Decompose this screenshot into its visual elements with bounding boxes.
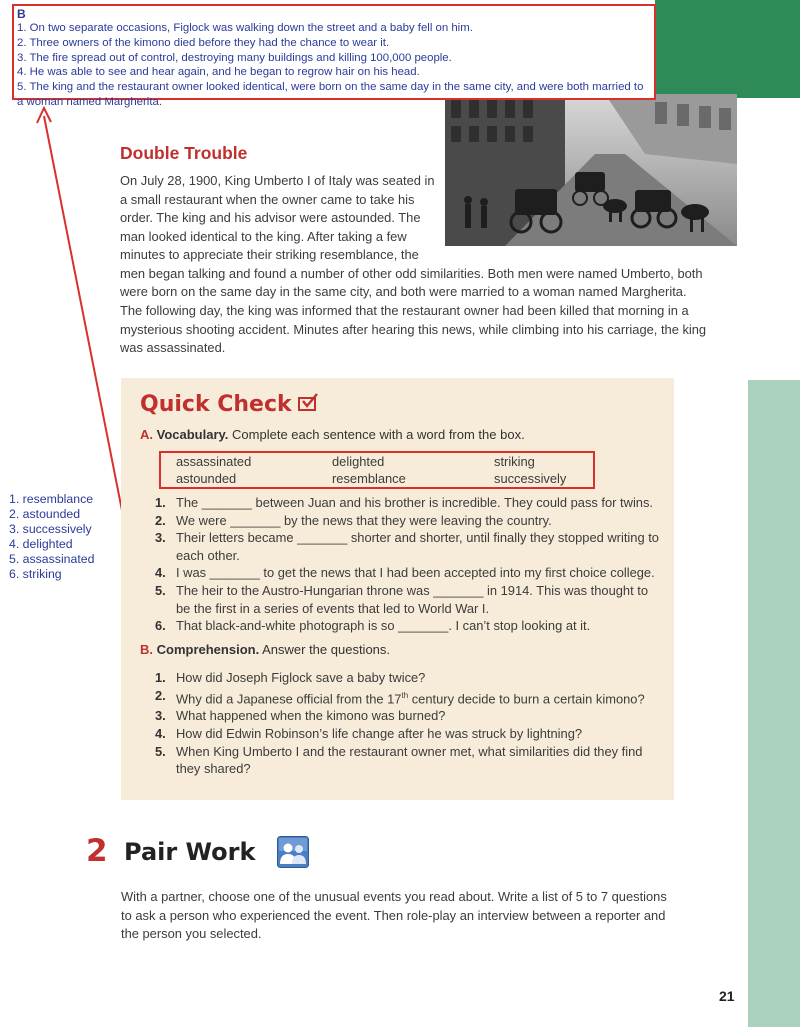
pair-work-icon — [277, 836, 309, 868]
vocab-answer: 4. delighted — [9, 537, 73, 551]
vocab-answer: 2. astounded — [9, 507, 81, 521]
section-a-label: Vocabulary. — [156, 427, 229, 442]
paragraph-1-start: On July 28, 1900, King Umberto I of Italy was seated in a small restaurant when the owner came to take his order. The king and his advisor were astounded. The man looked identical to the king. After taking a few minutes to appreciate their striking resemblance, the — [120, 173, 435, 262]
comprehension-question: 5. When King Umberto I and the restaurant owner met, what similarities did they find they shared? — [155, 743, 643, 777]
word-box-word: resemblance — [332, 471, 406, 486]
article-paragraph-2: The following day, the king was informed that the restaurant owner had been killed that morning in a mysterious shooting accident. Minutes after hearing this news, while climbing into his carriage, the king was assassinated. — [120, 303, 707, 355]
section-a-instruction: Complete each sentence with a word from the box. — [232, 427, 525, 442]
word-box-word: delighted — [332, 454, 385, 469]
comprehension-question: 1. How did Joseph Figlock save a baby twice? — [155, 670, 426, 685]
answer-key-line: 3. The fire spread out of control, destroying many buildings and killing 100,000 people. — [17, 51, 452, 64]
section-b-label: Comprehension. — [156, 642, 260, 657]
section-b-heading — [140, 642, 390, 657]
vocab-question: 2. We were _______ by the news that they were leaving the country. — [155, 512, 552, 528]
article-paragraph-1 — [120, 172, 720, 302]
answer-key-line: 2. Three owners of the kimono died before they had the chance to wear it. — [17, 36, 390, 49]
section-b-instruction: Answer the questions. — [262, 642, 391, 657]
page-number: 21 — [719, 988, 735, 1004]
vocab-question-list — [155, 494, 665, 635]
word-box-word: successively — [494, 471, 567, 486]
vocab-question: 5. The heir to the Austro-Hungarian throne was _______ in 1914. This was thought to be the first in a series of events that led to World War I. — [155, 582, 649, 616]
vocab-answer: 6. striking — [9, 567, 62, 581]
word-box-word: assassinated — [176, 454, 252, 469]
vocab-question: 6. That black-and-white photograph is so _______. I can’t stop looking at it. — [155, 618, 591, 634]
vocab-answer: 1. resemblance — [9, 492, 94, 506]
section-b-letter: B. — [140, 642, 153, 657]
article-title: Double Trouble — [120, 143, 248, 163]
check-icon — [298, 397, 316, 411]
vocab-answer: 3. successively — [9, 522, 92, 536]
vocab-answers — [9, 492, 94, 582]
vocab-question: 3. Their letters became _______ shorter and shorter, until finally they stopped writing to each other. — [155, 530, 659, 563]
vocab-answer: 5. assassinated — [9, 552, 95, 566]
comprehension-question: 2. Why did a Japanese official from the 17th century decide to burn a certain kimono? — [155, 687, 645, 706]
pair-work-title: Pair Work — [124, 838, 256, 866]
comprehension-question: 4. How did Edwin Robinson’s life change after he was struck by lightning? — [155, 726, 583, 742]
comprehension-question-list — [155, 669, 665, 778]
word-box-word: striking — [494, 454, 535, 469]
word-box-word: astounded — [176, 471, 237, 486]
pair-work-instructions: With a partner, choose one of the unusual events you read about. Write a list of 5 to 7 questions to ask a person who experienced the event. Then role-play an interview between a reporter and the person you selected. — [121, 889, 667, 941]
answer-key-line: 5. The king and the restaurant owner looked identical, were born on the same day in the same city, and were both married to a woman named Margherita. — [17, 81, 644, 108]
paragraph-1-end: men began talking and found a number of other odd similarities. Both men were named Umberto, both were born on the same day in the same city, and both were married to a woman named Margherita. — [120, 265, 703, 299]
answer-key-heading: B — [17, 7, 26, 21]
word-box — [159, 451, 595, 489]
answer-key-line: 4. He was able to see and hear again, and he began to regrow hair on his head. — [17, 66, 420, 79]
section-a-heading — [140, 427, 525, 442]
comprehension-question: 3. What happened when the kimono was burned? — [155, 708, 446, 724]
vocab-question: 4. I was _______ to get the news that I had been accepted into my first choice college. — [155, 565, 655, 581]
quick-check-title: Quick Check — [140, 392, 292, 417]
answer-key-line: 1. On two separate occasions, Figlock was walking down the street and a baby fell on him. — [17, 22, 473, 34]
section-a-letter: A. — [140, 427, 153, 442]
section-number: 2 — [86, 833, 108, 869]
vocab-question: 1. The _______ between Juan and his brother is incredible. They could pass for twins. — [155, 495, 654, 510]
